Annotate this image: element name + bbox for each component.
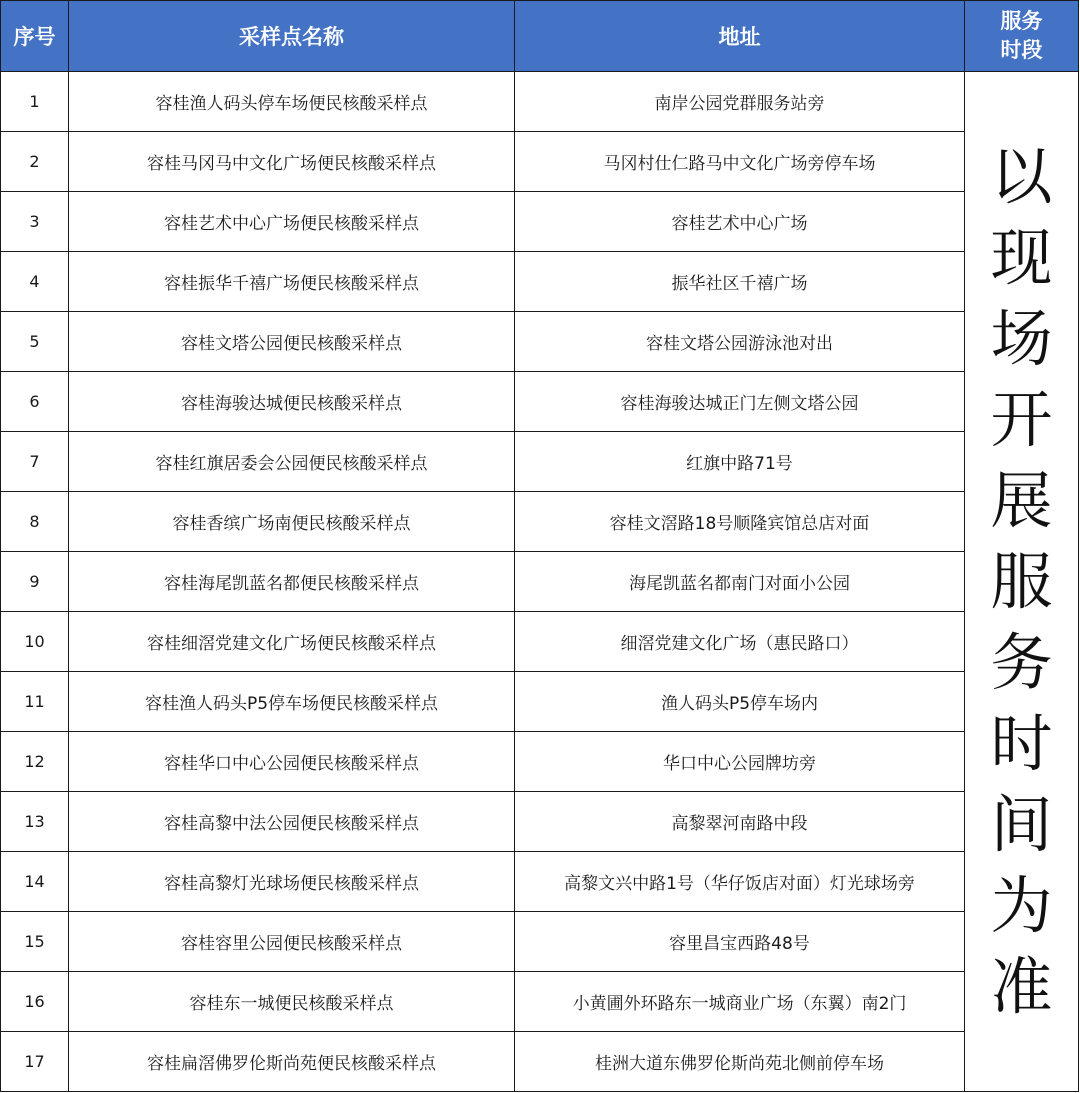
table-row	[1, 732, 1079, 792]
row-site-name: 容桂扁滘佛罗伦斯尚苑便民核酸采样点	[69, 1032, 515, 1092]
table-row	[1, 852, 1079, 912]
row-site-name: 容桂马冈马中文化广场便民核酸采样点	[69, 132, 515, 192]
table-row	[1, 432, 1079, 492]
row-address: 马冈村仕仁路马中文化广场旁停车场	[515, 132, 965, 192]
row-address: 容里昌宝西路48号	[515, 912, 965, 972]
row-address: 细滘党建文化广场（惠民路口）	[515, 612, 965, 672]
table-row	[1, 252, 1079, 312]
row-site-name: 容桂华口中心公园便民核酸采样点	[69, 732, 515, 792]
table-row	[1, 192, 1079, 252]
header-address: 地址	[515, 1, 965, 72]
table-row	[1, 552, 1079, 612]
row-site-name: 容桂东一城便民核酸采样点	[69, 972, 515, 1032]
table-row	[1, 912, 1079, 972]
row-index: 12	[1, 732, 69, 792]
service-time-cell	[965, 72, 1079, 1092]
table-row	[1, 492, 1079, 552]
header-service-time-line1: 服务	[1000, 9, 1043, 33]
row-index: 11	[1, 672, 69, 732]
row-address: 华口中心公园牌坊旁	[515, 732, 965, 792]
row-address: 小黄圃外环路东一城商业广场（东翼）南2门	[515, 972, 965, 1032]
row-address: 海尾凯蓝名都南门对面小公园	[515, 552, 965, 612]
row-address: 高黎翠河南路中段	[515, 792, 965, 852]
table-header-row	[1, 1, 1079, 72]
table-row	[1, 672, 1079, 732]
table-row	[1, 612, 1079, 672]
row-address: 振华社区千禧广场	[515, 252, 965, 312]
row-site-name: 容桂红旗居委会公园便民核酸采样点	[69, 432, 515, 492]
header-index: 序号	[1, 1, 69, 72]
row-address: 容桂艺术中心广场	[515, 192, 965, 252]
row-site-name: 容桂振华千禧广场便民核酸采样点	[69, 252, 515, 312]
row-index: 16	[1, 972, 69, 1032]
row-address: 容桂文滘路18号顺隆宾馆总店对面	[515, 492, 965, 552]
row-index: 7	[1, 432, 69, 492]
table-row	[1, 132, 1079, 192]
header-service-time	[965, 1, 1079, 72]
row-index: 8	[1, 492, 69, 552]
row-index: 13	[1, 792, 69, 852]
row-site-name: 容桂高黎灯光球场便民核酸采样点	[69, 852, 515, 912]
row-index: 2	[1, 132, 69, 192]
row-index: 14	[1, 852, 69, 912]
row-index: 10	[1, 612, 69, 672]
row-site-name: 容桂文塔公园便民核酸采样点	[69, 312, 515, 372]
row-address: 桂洲大道东佛罗伦斯尚苑北侧前停车场	[515, 1032, 965, 1092]
row-address: 红旗中路71号	[515, 432, 965, 492]
row-site-name: 容桂艺术中心广场便民核酸采样点	[69, 192, 515, 252]
header-site-name: 采样点名称	[69, 1, 515, 72]
row-site-name: 容桂海骏达城便民核酸采样点	[69, 372, 515, 432]
row-address: 高黎文兴中路1号（华仔饭店对面）灯光球场旁	[515, 852, 965, 912]
service-time-note: 以现场开展服务时间为准	[990, 140, 1053, 1023]
row-site-name: 容桂海尾凯蓝名都便民核酸采样点	[69, 552, 515, 612]
row-index: 5	[1, 312, 69, 372]
row-address: 容桂文塔公园游泳池对出	[515, 312, 965, 372]
row-index: 4	[1, 252, 69, 312]
table-row	[1, 972, 1079, 1032]
row-site-name: 容桂香缤广场南便民核酸采样点	[69, 492, 515, 552]
row-site-name: 容桂渔人码头P5停车场便民核酸采样点	[69, 672, 515, 732]
row-index: 1	[1, 72, 69, 132]
row-index: 15	[1, 912, 69, 972]
row-site-name: 容桂高黎中法公园便民核酸采样点	[69, 792, 515, 852]
row-address: 渔人码头P5停车场内	[515, 672, 965, 732]
row-address: 容桂海骏达城正门左侧文塔公园	[515, 372, 965, 432]
table-row	[1, 312, 1079, 372]
table-row	[1, 1032, 1079, 1092]
row-index: 6	[1, 372, 69, 432]
table-row	[1, 72, 1079, 132]
row-index: 3	[1, 192, 69, 252]
table-row	[1, 372, 1079, 432]
row-site-name: 容桂渔人码头停车场便民核酸采样点	[69, 72, 515, 132]
table-row	[1, 792, 1079, 852]
row-site-name: 容桂细滘党建文化广场便民核酸采样点	[69, 612, 515, 672]
row-index: 17	[1, 1032, 69, 1092]
row-address: 南岸公园党群服务站旁	[515, 72, 965, 132]
header-service-time-line2: 时段	[1000, 38, 1043, 62]
row-index: 9	[1, 552, 69, 612]
row-site-name: 容桂容里公园便民核酸采样点	[69, 912, 515, 972]
